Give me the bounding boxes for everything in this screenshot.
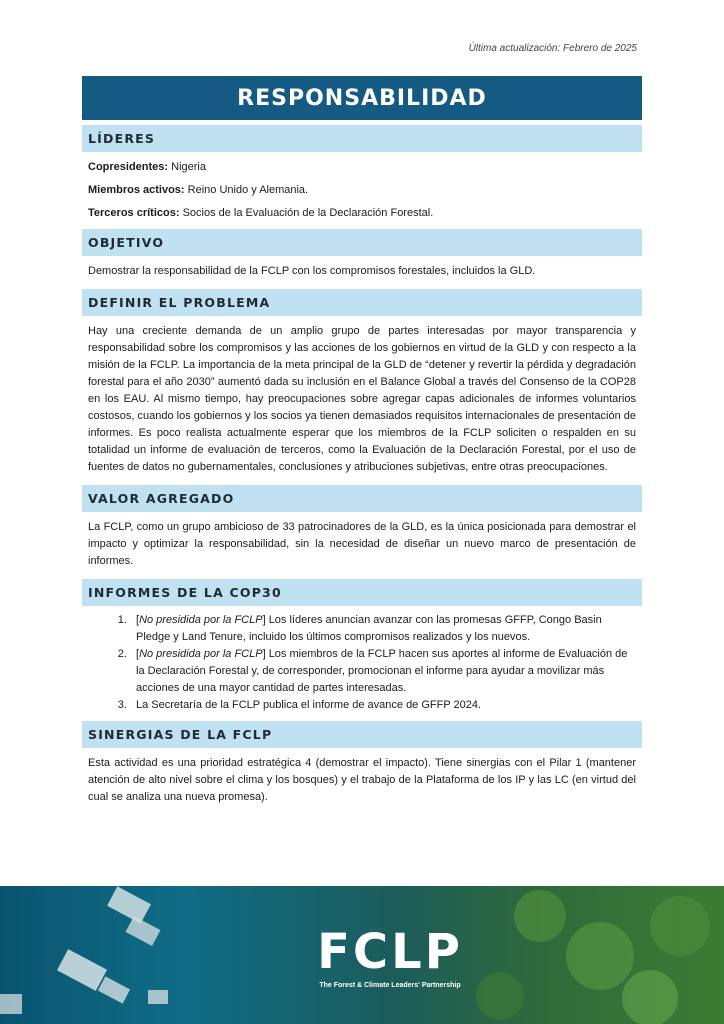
- list-item: 3. La Secretaría de la FCLP publica el informe de avance de GFFP 2024.: [130, 697, 636, 714]
- list-item: 2. [No presidida por la FCLP] Los miembros de la FCLP hacen sus aportes al informe de Evaluación de la Declaración Forestal y, de corresponder, promocionan el informe para ayudar a movilizar más acciones de una mayor cantidad de partes interesadas.: [130, 646, 636, 697]
- section-heading-cop30: INFORMES DE LA COP30: [82, 579, 642, 606]
- problema-text: Hay una creciente demanda de un amplio grupo de partes interesadas por mayor transparencia y responsabilidad sobre los compromisos y las acciones de los gobiernos en virtud de la GLD y con respecto a la misión de la FCLP. La importancia de la meta principal de la GLD de “detener y revertir la pérdida y degradación forestal para el año 2030” aumentó dada su inclusión en el Balance Global a través del Consenso de la COP28 en los EAU. Al mismo tiempo, hay preocupaciones sobre agregar capas adicionales de informes voluntarios costosos, cuando los gobiernos y los socios ya tienen demasiados requisitos internacionales de presentación de informes. Es poco realista actualmente esperar que los miembros de la FCLP soliciten o respalden en su totalidad un informe de evaluación de terceros, como la Evaluación de la Declaración Forestal, por el uso de fuentes de datos no gubernamentales, conclusiones y atribuciones subjetivas, entre otras preocupaciones.: [88, 325, 636, 473]
- section-problema: [82, 289, 642, 476]
- leader-row-copresidentes: Copresidentes: Nigeria: [88, 161, 206, 173]
- section-heading-objetivo: OBJETIVO: [82, 229, 642, 256]
- section-sinergias: [82, 721, 642, 806]
- valor-text: La FCLP, como un grupo ambicioso de 33 patrocinadores de la GLD, es la única posicionada para demostrar el impacto y optimizar la responsabilidad, sin la necesidad de diseñar un nuevo marco de presentación de informes.: [88, 521, 636, 567]
- sinergias-text: Esta actividad es una prioridad estratégica 4 (demostrar el impacto). Tiene sinergias con el Pilar 1 (mantener atención de alto nivel sobre el clima y los bosques) y el trabajo de la Plataforma de los IP y las LC (en virtud del cual se analiza una nueva promesa).: [88, 757, 636, 803]
- section-objetivo: [82, 229, 642, 280]
- section-heading-problema: DEFINIR EL PROBLEMA: [82, 289, 642, 316]
- list-item: 1. [No presidida por la FCLP] Los líderes anuncian avanzar con las promesas GFFP, Congo Basin Pledge y Land Tenure, incluido los últimos compromisos realizados y los nuevos.: [130, 612, 636, 646]
- section-cop30: [82, 579, 642, 714]
- leader-row-terceros: Terceros críticos: Socios de la Evaluación de la Declaración Forestal.: [88, 207, 434, 219]
- objetivo-text: Demostrar la responsabilidad de la FCLP con los compromisos forestales, incluidos la GLD.: [88, 265, 536, 277]
- section-valor: [82, 485, 642, 570]
- footer-banner: [0, 886, 724, 1024]
- document-body: [82, 125, 642, 815]
- leader-row-miembros: Miembros activos: Reino Unido y Alemania.: [88, 184, 309, 196]
- last-updated-note: Última actualización: Febrero de 2025: [468, 43, 637, 54]
- section-heading-lideres: LÍDERES: [82, 125, 642, 152]
- section-heading-sinergias: SINERGIAS DE LA FCLP: [82, 721, 642, 748]
- logo-wordmark: FCLP: [317, 924, 463, 980]
- section-lideres: [82, 125, 642, 222]
- fclp-logo: [305, 926, 475, 989]
- cop30-list: [88, 612, 636, 714]
- section-heading-valor: VALOR AGREGADO: [82, 485, 642, 512]
- logo-tagline: The Forest & Climate Leaders' Partnership: [319, 982, 461, 989]
- page-title: RESPONSABILIDAD: [82, 76, 642, 120]
